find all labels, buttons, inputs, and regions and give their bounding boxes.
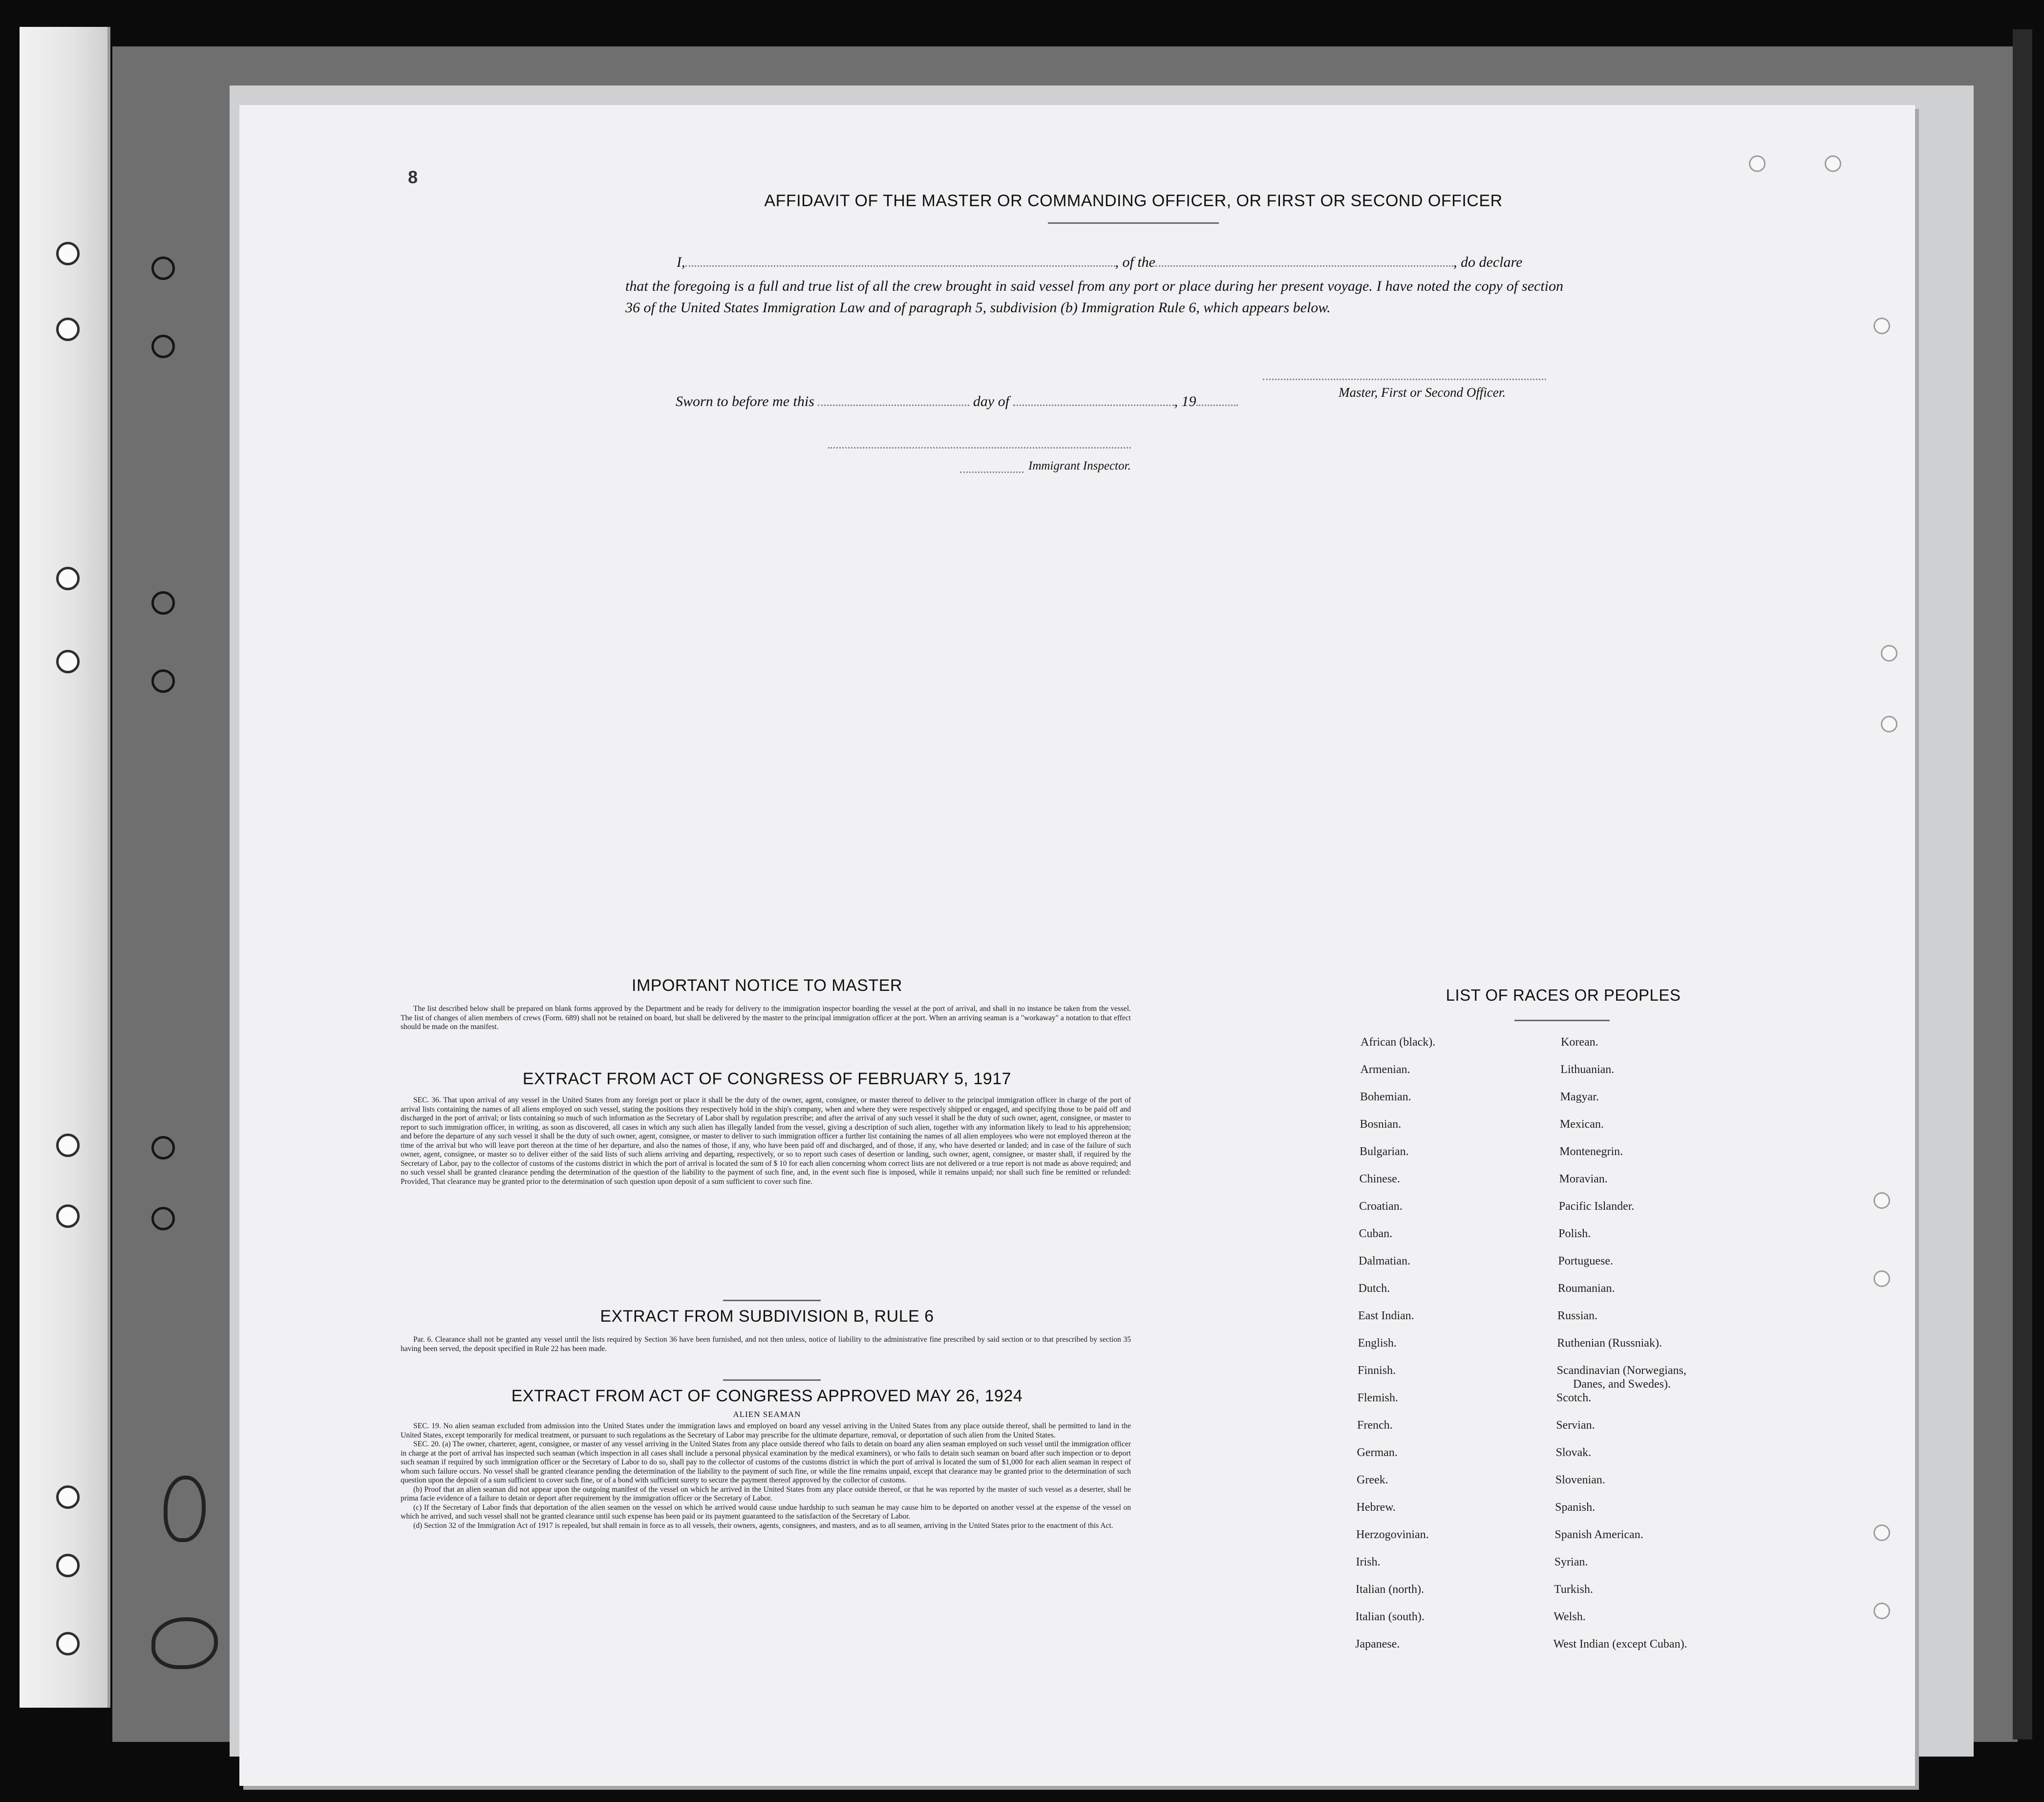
binder-hole <box>56 650 80 673</box>
form-page <box>239 105 1915 1786</box>
scan-edge <box>2013 29 2032 1739</box>
binder-hole <box>56 242 80 265</box>
sworn-year-label: , 19 <box>1174 393 1196 409</box>
sec-20c-paragraph: (c) If the Secretary of Labor finds that deportation of the alien seamen on the vessel on which he arrived would cause undue hardship to such seaman he may cause him to be deported on another vessel at the expense of the vessel on which he arrived, and such vessel shall not be granted clearance until such expense has been paid or its payment guaranteed to the satisfaction of the Secretary of Labor. <box>401 1503 1131 1521</box>
race-item: Greek. <box>1357 1474 1388 1486</box>
race-item: Chinese. <box>1359 1173 1400 1185</box>
race-item: Scandinavian (Norwegians, <box>1556 1364 1686 1377</box>
race-item: African (black). <box>1361 1036 1436 1049</box>
extract-rule6-title: EXTRACT FROM SUBDIVISION B, RULE 6 <box>600 1307 934 1326</box>
page-hole <box>1749 155 1766 172</box>
inspector-dots <box>960 472 1023 473</box>
race-item: Slovenian. <box>1555 1474 1605 1486</box>
vessel-blank <box>1155 265 1453 267</box>
race-item: Russian. <box>1557 1309 1598 1322</box>
race-item: Roumanian. <box>1557 1282 1615 1295</box>
grommet-hole <box>151 591 175 615</box>
race-item: Mexican. <box>1559 1118 1604 1131</box>
extract-1917-title: EXTRACT FROM ACT OF CONGRESS OF FEBRUARY 5, 1917 <box>522 1070 1012 1088</box>
race-item: Servian. <box>1556 1419 1595 1432</box>
section-rule <box>723 1379 821 1381</box>
extract-1917-body <box>401 1096 1131 1186</box>
race-item: Korean. <box>1561 1036 1598 1049</box>
race-item: East Indian. <box>1358 1309 1414 1322</box>
inspector-signature-line <box>828 447 1131 449</box>
binder-hole <box>56 318 80 341</box>
race-item: Bulgarian. <box>1360 1145 1409 1158</box>
race-item: Herzogovinian. <box>1356 1528 1429 1541</box>
race-item: Armenian. <box>1360 1063 1410 1076</box>
sworn-day-blank <box>818 405 969 406</box>
race-item: Irish. <box>1356 1556 1381 1568</box>
race-item: Bosnian. <box>1360 1118 1402 1131</box>
race-item: Polish. <box>1558 1227 1591 1240</box>
inspector-label: Immigrant Inspector. <box>1028 459 1131 472</box>
race-item: Italian (north). <box>1356 1583 1424 1596</box>
races-title: LIST OF RACES OR PEOPLES <box>1446 986 1681 1004</box>
race-item: English. <box>1358 1337 1397 1350</box>
affidavit-declare-label: , do declare <box>1453 254 1523 270</box>
sworn-prefix: Sworn to before me this <box>676 393 814 409</box>
binder-hole <box>56 567 80 590</box>
affidavit-of-the-label: , of the <box>1115 254 1155 270</box>
race-item: Flemish. <box>1357 1392 1398 1404</box>
page-hole <box>1881 645 1897 662</box>
sec-20d-paragraph: (d) Section 32 of the Immigration Act of 1917 is repealed, but shall remain in force as to all vessels, their owners, agents, consignees, and masters, and as to all seamen, arriving in the United States prior to the enactment of this Act. <box>413 1521 1113 1530</box>
binder-hole <box>56 1632 80 1655</box>
binder-hole <box>56 1204 80 1228</box>
sec-19-paragraph: SEC. 19. No alien seaman excluded from admission into the United States under the immigration laws and employed on board any vessel arriving in the United States from any place outside thereof, shall be permitted to land in the United States, except temporarily for medical treatment, or pursuant to such regulations as the Secretary of Labor may prescribe for the ultimate departure, removal, or deportation of such alien from the United States. <box>401 1422 1131 1439</box>
binder-hole <box>56 1554 80 1577</box>
grommet-hole <box>151 669 175 693</box>
race-item: Spanish. <box>1555 1501 1596 1514</box>
sworn-day-label: day of <box>973 393 1010 409</box>
master-signature-label: Master, First or Second Officer. <box>1339 385 1506 400</box>
page-hole <box>1881 716 1897 732</box>
sec-20b-paragraph: (b) Proof that an alien seaman did not appear upon the outgoing manifest of the vessel on which he arrived in the United States from any place outside thereof, or that he was reported by the master of such vessel as a deserter, shall be prima facie evidence of a failure to detain or deport after requirement by the immigration officer or the Secretary of Labor. <box>401 1485 1131 1502</box>
page-hole <box>1874 1270 1890 1287</box>
extract-1924-title: EXTRACT FROM ACT OF CONGRESS APPROVED MAY 26, 1924 <box>511 1387 1023 1405</box>
binder-strip <box>20 27 110 1708</box>
page-hole <box>1874 1524 1890 1541</box>
affidavit-title: AFFIDAVIT OF THE MASTER OR COMMANDING OFFICER, OR FIRST OR SECOND OFFICER <box>764 192 1503 210</box>
ink-scribble <box>164 1476 206 1542</box>
race-item: Welsh. <box>1554 1610 1586 1623</box>
race-item: Bohemian. <box>1360 1091 1411 1103</box>
race-item: Syrian. <box>1554 1556 1588 1568</box>
title-rule <box>1048 222 1219 224</box>
race-item: Cuban. <box>1359 1227 1393 1240</box>
race-item: French. <box>1357 1419 1393 1432</box>
page-hole <box>1874 318 1890 334</box>
notice-title: IMPORTANT NOTICE TO MASTER <box>632 976 902 995</box>
race-item: German. <box>1357 1446 1398 1459</box>
race-item: Slovak. <box>1555 1446 1592 1459</box>
race-item: Hebrew. <box>1356 1501 1396 1514</box>
race-item: West Indian (except Cuban). <box>1553 1638 1687 1651</box>
race-item: Moravian. <box>1559 1173 1608 1185</box>
grommet-hole <box>151 257 175 280</box>
affidavit-body: that the foregoing is a full and true list of all the crew brought in said vessel from any port or place during her present voyage. I have noted the copy of section 36 of the United States Immigration Law and of paragraph 5, subdivision (b) Immigration Rule 6, which appears below. <box>625 278 1563 316</box>
ink-scribble <box>151 1617 218 1669</box>
race-item: Ruthenian (Russniak). <box>1557 1337 1662 1350</box>
page-hole <box>1825 155 1841 172</box>
sworn-line <box>676 393 1238 410</box>
race-item: Croatian. <box>1359 1200 1403 1213</box>
master-signature-line <box>1263 379 1546 380</box>
race-item: Montenegrin. <box>1559 1145 1623 1158</box>
race-item: Finnish. <box>1358 1364 1396 1377</box>
sworn-month-blank <box>1013 405 1174 406</box>
race-item: Japanese. <box>1355 1638 1400 1651</box>
race-item: Danes, and Swedes). <box>1573 1378 1671 1391</box>
sworn-year-blank <box>1196 405 1238 406</box>
page-hole <box>1874 1603 1890 1619</box>
notice-body <box>401 1005 1131 1032</box>
race-item: Spanish American. <box>1554 1528 1643 1541</box>
races-rule <box>1514 1020 1610 1021</box>
race-item: Portuguese. <box>1558 1255 1614 1267</box>
sec-36-paragraph: SEC. 36. That upon arrival of any vessel in the United States from any foreign port or place it shall be the duty of the owner, agent, consignee, or master thereof to deliver to the principal immigration officer in charge of the port of arrival lists containing the names of all aliens employed on such vessel, stating the positions they respectively hold in the ship's company, when and where they were respectively shipped or engaged, and specifying those to be paid off and discharged in the port of arrival; or lists containing so much of such information as the Secretary of Labor shall by regulation prescribe; and after the arrival of any such vessel it shall be the duty of such owner, agent, consignee, or master to report to such immigration officer, in writing, as soon as discovered, all cases in which any such alien has illegally landed from the vessel, giving a description of such alien, together with any information likely to lead to his apprehension; and before the departure of any such vessel it shall be the duty of such owner, agent, consignee, or master to deliver to such immigration officer a further list containing the names of all alien employees who were not employed thereon at the time of the arrival but who will leave port thereon at the time of her departure, and also the names of those, if any, who have been paid off and discharged, and of those, if any, who have deserted or landed; and in case of the failure of such owner, agent, consignee, or master so to deliver either of the said lists of such aliens arriving and departing, respectively, or so to report such cases of desertion or landing, such owner, agent, consignee, or master shall, if required by the Secretary of Labor, pay to the collector of customs of the customs district in which the port of arrival is located the sum of $ 10 for each alien concerning whom correct lists are not delivered or a true report is not made as above required; and no such vessel shall be granted clearance pending the determination of the question of the liability to the payment of such fine, and, in the event such fine is imposed, while it remains unpaid; nor shall such fine be remitted or refunded: Provided, That clearance may be granted prior to the determination of such question upon deposit of a sum sufficient to cover such fine. <box>401 1096 1131 1186</box>
race-item: Scotch. <box>1556 1392 1592 1404</box>
grommet-hole <box>151 1136 175 1159</box>
grommet-hole <box>151 1207 175 1230</box>
page-hole <box>1874 1192 1890 1209</box>
race-item: Dalmatian. <box>1359 1255 1410 1267</box>
race-item: Turkish. <box>1554 1583 1593 1596</box>
affidavit-declaration-line <box>677 254 1522 271</box>
sec-20a-paragraph: SEC. 20. (a) The owner, charterer, agent, consignee, or master of any vessel arriving in the United States from any place outside thereof who fails to detain on board any alien seaman employed on such vessel until the immigration officer in charge at the port of arrival has inspected such seaman (which inspection in all cases shall include a personal physical examination by the medical examiners), or who fails to detain such seaman on board after such inspection or to deport such seaman if required by such immigration officer or the Secretary of Labor to do so, shall pay to the collector of customs of the customs district in which the port of arrival is located the sum of $1,000 for each alien seaman in respect of whom such failure occurs. No vessel shall be granted clearance pending the determination of the liability to the payment of such fine, or while the fine remains unpaid, except that clearance may be granted prior to the determination of such question upon the deposit of a sum sufficient to cover such fine, or of a bond with sufficient surety to secure the payment thereof approved by the collector of customs. <box>401 1440 1131 1484</box>
race-item: Dutch. <box>1358 1282 1390 1295</box>
name-blank <box>685 265 1115 267</box>
extract-rule6-body <box>401 1335 1131 1353</box>
race-item: Pacific Islander. <box>1558 1200 1635 1213</box>
extract-1924-subtitle: ALIEN SEAMAN <box>733 1410 801 1419</box>
section-rule <box>723 1300 821 1301</box>
race-item: Italian (south). <box>1355 1610 1425 1623</box>
notice-paragraph: The list described below shall be prepared on blank forms approved by the Department and be ready for delivery to the immigration inspector boarding the vessel at the port of arrival, and shall in no instance be taken from the vessel. The list of changes of alien members of crews (Form. 689) shall not be retained on board, but shall be delivered by the master to the principal immigration officer at the port. When an arriving seaman is a "workaway" a notation to that effect should be made on the manifest. <box>401 1005 1131 1031</box>
grommet-hole <box>151 335 175 358</box>
binder-hole <box>56 1485 80 1509</box>
par-6-paragraph: Par. 6. Clearance shall not be granted any vessel until the lists required by Section 36 have been furnished, and not then unless, notice of liability to the administrative fine prescribed by said section or to that prescribed by section 35 having been served, the deposit specified in Rule 22 has been made. <box>401 1335 1131 1353</box>
race-item: Magyar. <box>1560 1091 1599 1103</box>
race-item: Lithuanian. <box>1560 1063 1615 1076</box>
affidavit-i-label: I, <box>677 254 685 270</box>
extract-1924-body <box>401 1422 1131 1530</box>
page-number: 8 <box>408 167 418 187</box>
binder-hole <box>56 1134 80 1157</box>
